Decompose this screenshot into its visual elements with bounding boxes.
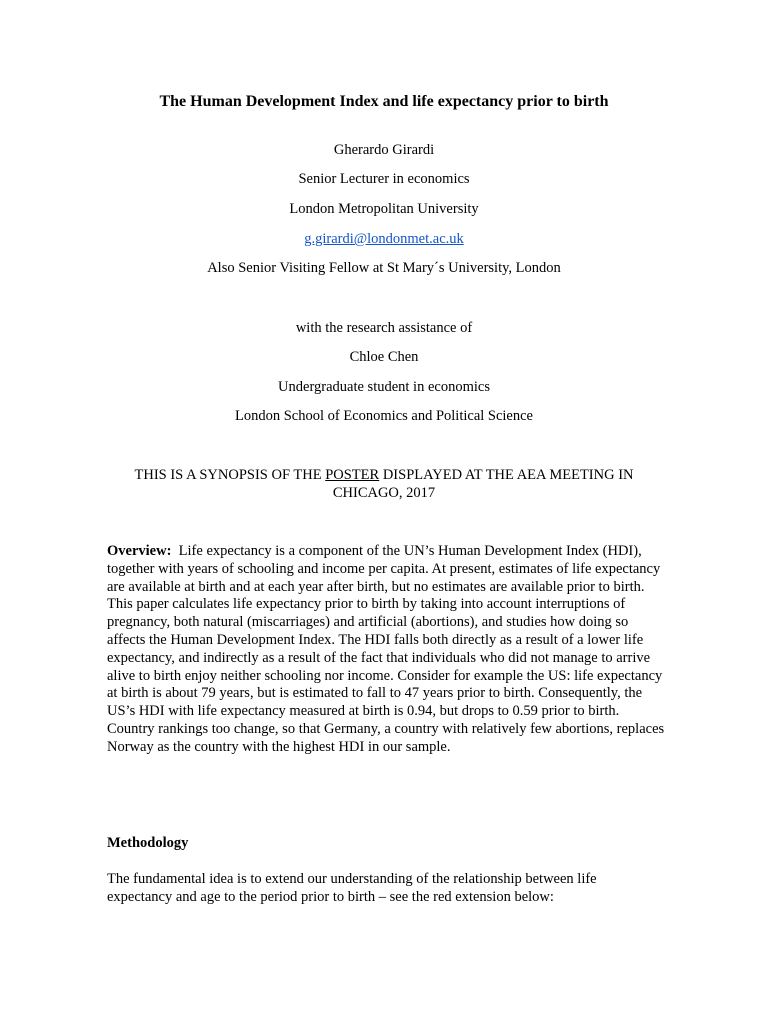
author-institution: London Metropolitan University xyxy=(289,201,479,217)
assistance-intro: with the research assistance of xyxy=(295,320,473,336)
overview-paragraph xyxy=(107,543,665,757)
author-email-link[interactable]: g.girardi@londonmet.ac.uk xyxy=(304,231,464,247)
overview-text: Life expectancy is a component of the UN’s Human Development Index (HDI), together with years of schooling and income per capita. At present, estimates of life expectancy are available at birth and at each year after birth, but no estimates are available prior to birth. This paper calculates life expectancy prior to birth by taking into account interruptions of pregnancy, both natural (miscarriages) and artificial (abortions), and studies how doing so affects the Human Development Index. The HDI falls both directly as a result of a lower life expectancy, and indirectly as a result of the fact that individuals who did not manage to arrive alive to birth enjoy neither schooling nor income. Consider for example the US: life expectancy at birth is about 79 years, but is estimated to fall to 47 years prior to birth. Consequently, the US’s HDI with life expectancy measured at birth is 0.94, but drops to 0.59 prior to birth. Country rankings too change, so that Germany, a country with relatively few abortions, replaces Norway as the country with the highest HDI in our sample. xyxy=(107,543,665,755)
assistant-position: Undergraduate student in economics xyxy=(278,379,490,395)
synopsis-text-after: DISPLAYED AT THE AEA MEETING IN CHICAGO, 2017 xyxy=(332,467,634,501)
author-email-line xyxy=(0,230,768,248)
paper-title: The Human Development Index and life expectancy prior to birth xyxy=(159,93,609,110)
author-position: Senior Lecturer in economics xyxy=(298,171,470,187)
overview-label: Overview: xyxy=(107,543,172,559)
author-affiliation: Also Senior Visiting Fellow at St Mary´s University, London xyxy=(207,260,561,276)
synopsis-poster-word: POSTER xyxy=(325,467,380,483)
synopsis-text-before: THIS IS A SYNOPSIS OF THE xyxy=(134,467,326,483)
author-name: Gherardo Girardi xyxy=(333,142,435,158)
assistant-name: Chloe Chen xyxy=(349,349,419,365)
synopsis-notice xyxy=(107,466,661,502)
assistant-institution: London School of Economics and Political Science xyxy=(235,408,533,424)
methodology-heading: Methodology xyxy=(107,835,189,851)
methodology-paragraph: The fundamental idea is to extend our understanding of the relationship between life expectancy and age to the period prior to birth – see the red extension below: xyxy=(107,871,597,905)
